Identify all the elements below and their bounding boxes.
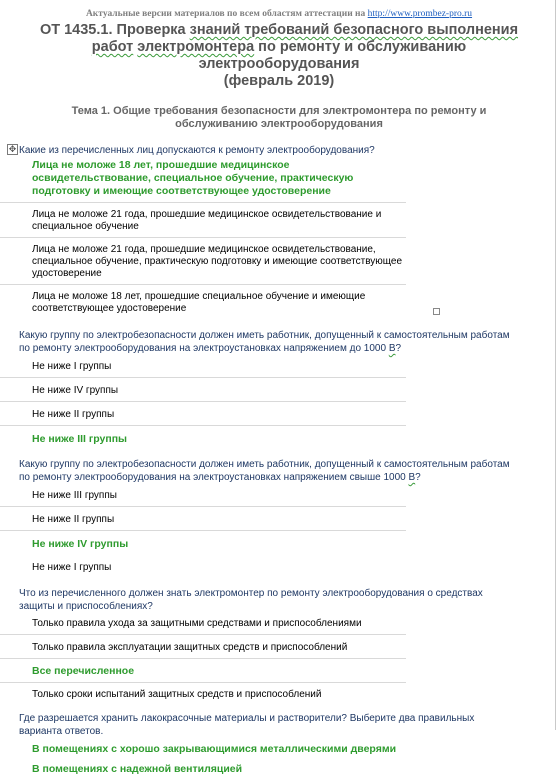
table-resize-handle[interactable] [433,308,440,315]
answer-option: Только правила ухода за защитными средствами и приспособлениями [0,613,406,635]
title-part-3: электромонтера [137,39,255,55]
question-text-part: Какую группу по электробезопасности должен иметь работник, допущенный к самостоятельным работам по ремонту электрооборудования на электроустановках напряжением свыше 1000 [19,459,510,483]
question-text: Какие из перечисленных лиц допускаются к ремонту электрооборудования? [19,145,375,156]
theme-title: Тема 1. Общие требования безопасности для электромонтера по ремонту и обслуживанию электрооборудования [71,105,487,130]
title-part-5: (февраль 2019) [223,73,335,89]
header-notice-text: Актуальные версии материалов по всем областям аттестации на [85,9,366,19]
question-text-mark: ? [415,472,421,483]
answer-option: Лица не моложе 18 лет, прошедшие специальное обучение и имеющие соответствующее удостоверение [32,291,366,314]
table-move-icon[interactable]: ✥ [8,144,17,154]
question-block-4 [0,587,558,705]
answer-option: Не ниже III группы [0,484,406,507]
question-text-mark: ? [395,343,402,354]
answer-option: Не ниже IV группы [0,378,406,402]
answer-option: Не ниже I группы [32,562,112,573]
document-title [22,21,536,90]
question-block-2 [0,329,558,450]
question-text-part: Какую группу по электробезопасности должен иметь работник, допущенный к самостоятельным работам по ремонту электрооборудования на электроустановках напряжением до 1000 [19,330,510,354]
answer-option: Не ниже II группы [0,507,406,531]
question-block-5 [0,712,558,780]
question-text: Где разрешается хранить лакокрасочные материалы и растворители? Выберите два правильных варианта ответов. [19,713,475,737]
header-link[interactable]: http://www.prombez-pro.ru [367,9,473,19]
title-part-2: знаний требований безопасного выполнения работ [91,22,519,55]
question-text-unit: В [388,343,396,354]
answer-option: Не ниже II группы [0,402,406,426]
answer-option: Не ниже IV группы [32,538,129,550]
answer-option: Не ниже III группы [32,433,128,445]
question-text-unit: В [408,472,416,483]
answer-option: В помещениях с хорошо закрывающимися металлическими дверями [32,743,397,755]
answer-option: Только правила эксплуатации защитных средств и приспособлений [0,635,406,659]
answer-option: Лица не моложе 21 года, прошедшие медицинское освидетельствование, специальное обучение, практическую подготовку и имеющие соответствующее удостоверение [0,238,406,285]
title-part-4: по ремонту и обслуживанию электрооборудования [198,39,467,72]
title-part-1: ОТ 1435.1. Проверка [39,22,190,38]
question-text [0,458,558,484]
question-block-1 [0,144,558,319]
question-block-3 [0,458,558,578]
question-text [0,329,558,355]
answer-option: Лица не моложе 18 лет, прошедшие медицинское освидетельствование, специальное обучение, практическую подготовку и имеющие соответствующее удостоверение [32,159,354,197]
answer-option: Не ниже I группы [0,355,406,378]
answer-option: В помещениях с надежной вентиляцией [32,763,243,775]
answer-option: Все перечисленное [32,665,135,677]
answer-option: Только сроки испытаний защитных средств и приспособлений [0,682,406,705]
header-notice [0,8,558,21]
answer-option: Лица не моложе 21 года, прошедшие медицинское освидетельствование и специальное обучение [0,202,406,238]
question-text: Что из перечисленного должен знать электромонтер по ремонту электрооборудования о средствах защиты и приспособлениях? [19,588,483,612]
